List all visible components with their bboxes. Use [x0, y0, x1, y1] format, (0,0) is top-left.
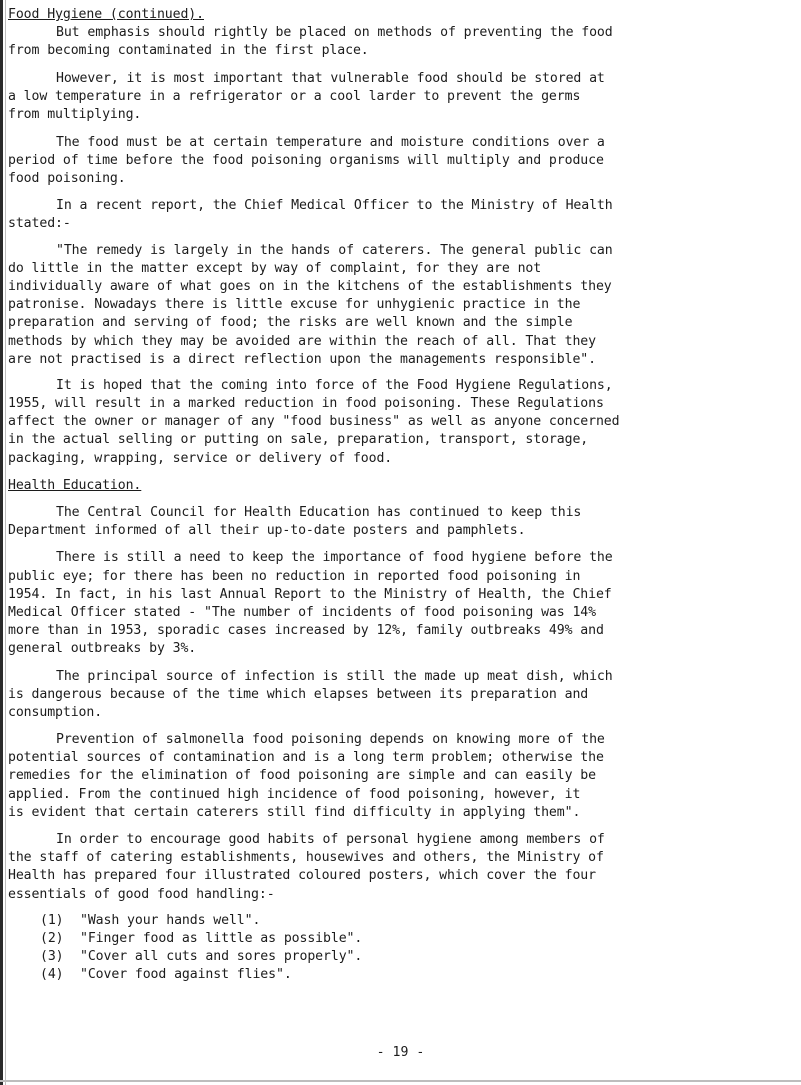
- paragraph-line: packaging, wrapping, service or delivery of food.: [8, 450, 393, 466]
- page-binding-edge: [0, 0, 3, 1085]
- list-text: "Cover all cuts and sores properly".: [80, 949, 363, 965]
- poster-list-item: [8, 912, 792, 930]
- paragraph-line: from becoming contaminated in the first place.: [8, 43, 369, 59]
- page-bottom-edge: [0, 1080, 801, 1082]
- paragraph-line: in the actual selling or putting on sale, preparation, transport, storage,: [8, 432, 589, 448]
- paragraph-line: Department informed of all their up-to-date posters and pamphlets.: [8, 522, 526, 538]
- paragraph-line: a low temperature in a refrigerator or a cool larder to prevent the germs: [8, 88, 581, 104]
- paragraph-line: However, it is most important that vulnerable food should be stored at: [56, 70, 605, 86]
- paragraph-line: public eye; for there has been no reduction in reported food poisoning in: [8, 568, 581, 584]
- paragraph-line: affect the owner or manager of any "food business" as well as anyone concerned: [8, 414, 620, 430]
- list-text: "Wash your hands well".: [80, 913, 261, 929]
- paragraph-line: But emphasis should rightly be placed on methods of preventing the food: [56, 25, 613, 41]
- list-text: "Finger food as little as possible".: [80, 931, 363, 947]
- list-number: (3): [40, 949, 64, 965]
- paragraph-line: general outbreaks by 3%.: [8, 640, 197, 656]
- paragraph-line: The Central Council for Health Education has continued to keep this: [56, 504, 582, 520]
- paragraph-line: The food must be at certain temperature and moisture conditions over a: [56, 134, 605, 150]
- quote-line: patronise. Nowadays there is little excuse for unhygienic practice in the: [8, 297, 581, 313]
- paragraph-line: It is hoped that the coming into force of the Food Hygiene Regulations,: [56, 378, 613, 394]
- poster-list-item: [8, 966, 792, 984]
- list-number: (1): [40, 913, 64, 929]
- quote-line: "The remedy is largely in the hands of caterers. The general public can: [56, 243, 613, 259]
- section-heading-health-education: Health Education.: [8, 478, 142, 494]
- paragraph-line: stated:-: [8, 216, 71, 232]
- paragraph-line: more than in 1953, sporadic cases increased by 12%, family outbreaks 49% and: [8, 622, 604, 638]
- paragraph-line: potential sources of contamination and is a long term problem; otherwise the: [8, 750, 604, 766]
- paragraph-line: Medical Officer stated - "The number of incidents of food poisoning was 14%: [8, 604, 596, 620]
- paragraph-line: food poisoning.: [8, 170, 126, 186]
- paragraph-line: from multiplying.: [8, 106, 142, 122]
- poster-list-item: [8, 948, 792, 966]
- quote-line: preparation and serving of food; the risks are well known and the simple: [8, 315, 573, 331]
- paragraph-line: essentials of good food handling:-: [8, 886, 275, 902]
- paragraph-line: There is still a need to keep the importance of food hygiene before the: [56, 550, 613, 566]
- paragraph-line: the staff of catering establishments, housewives and others, the Ministry of: [8, 850, 604, 866]
- page-number: - 19 -: [376, 1045, 425, 1060]
- list-number: (4): [40, 967, 64, 983]
- paragraph-line: period of time before the food poisoning organisms will multiply and produce: [8, 152, 604, 168]
- paragraph-line: Prevention of salmonella food poisoning depends on knowing more of the: [56, 732, 605, 748]
- paragraph-line: The principal source of infection is still the made up meat dish, which: [56, 668, 613, 684]
- paragraph-line: Health has prepared four illustrated coloured posters, which cover the four: [8, 868, 596, 884]
- paragraph-line: 1954. In fact, in his last Annual Report to the Ministry of Health, the Chief: [8, 586, 612, 602]
- page-content: [8, 6, 792, 985]
- poster-list-item: [8, 930, 792, 948]
- list-text: "Cover food against flies".: [80, 967, 292, 983]
- paragraph-line: 1955, will result in a marked reduction in food poisoning. These Regulations: [8, 396, 604, 412]
- paragraph-line: remedies for the elimination of food poisoning are simple and can easily be: [8, 768, 596, 784]
- paragraph-line: is evident that certain caterers still find difficulty in applying them".: [8, 804, 581, 820]
- page-binding-edge-shadow: [5, 0, 6, 1085]
- quote-line: individually aware of what goes on in the kitchens of the establishments they: [8, 279, 612, 295]
- paragraph-line: In a recent report, the Chief Medical Officer to the Ministry of Health: [56, 198, 613, 214]
- paragraph-line: applied. From the continued high incidence of food poisoning, however, it: [8, 786, 581, 802]
- section-heading-food-hygiene: Food Hygiene (continued).: [8, 7, 204, 22]
- paragraph-line: consumption.: [8, 704, 103, 720]
- quote-line: do little in the matter except by way of complaint, for they are not: [8, 261, 542, 277]
- list-number: (2): [40, 931, 64, 947]
- paragraph-line: is dangerous because of the time which elapses between its preparation and: [8, 686, 589, 702]
- quote-line: are not practised is a direct reflection upon the managements responsible".: [8, 351, 596, 367]
- paragraph-line: In order to encourage good habits of personal hygiene among members of: [56, 832, 605, 848]
- quote-line: methods by which they may be avoided are within the reach of all. That they: [8, 333, 596, 349]
